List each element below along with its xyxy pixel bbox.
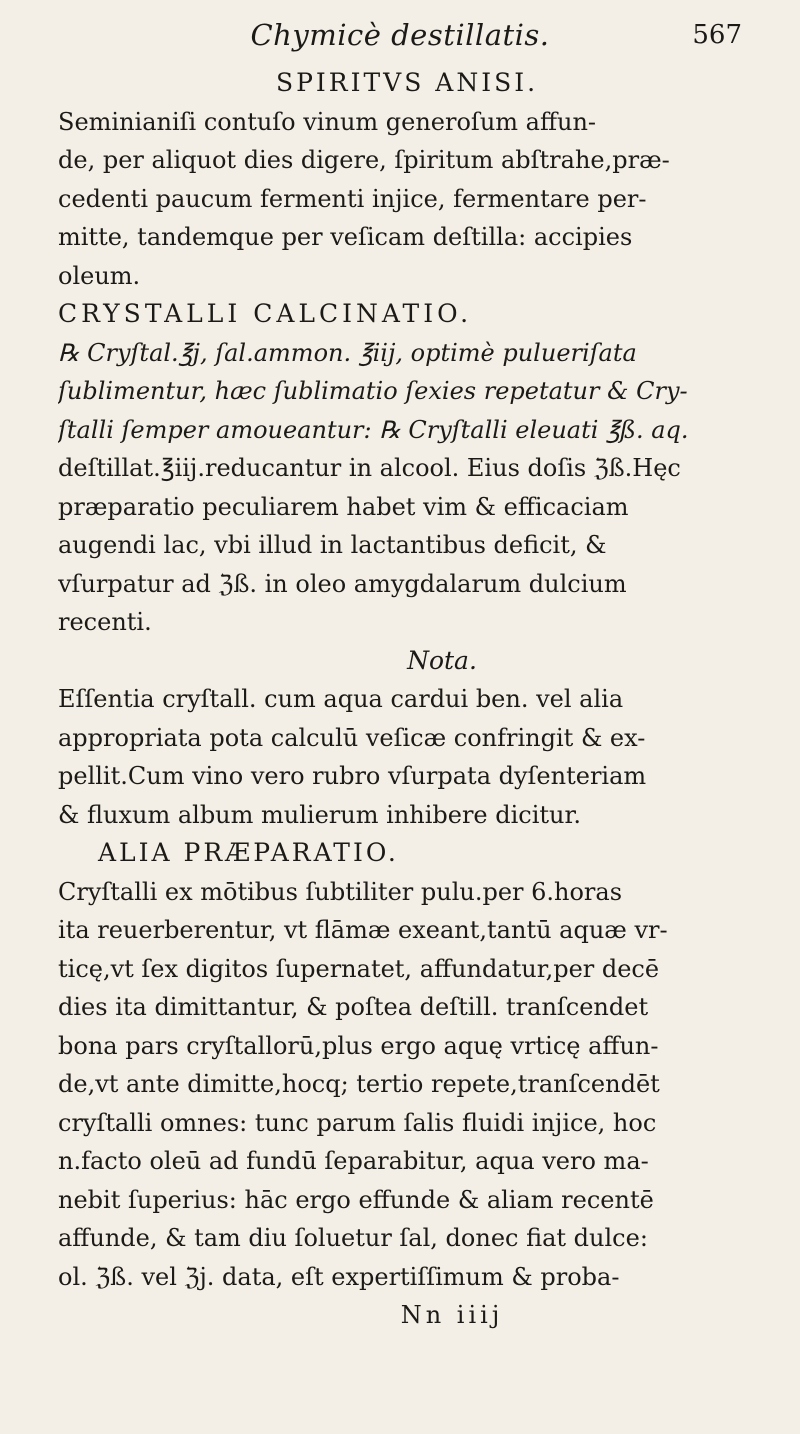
section-heading-crystalli-calcinatio: CRYSTALLI CALCINATIO.: [58, 299, 473, 328]
text-line: recenti.: [58, 608, 152, 636]
text-line: dies ita dimittantur, & poſtea deſtill. tranſcendet: [58, 993, 649, 1021]
text-line: deſtillat.℥iij.reducantur in alcool. Eius doſis ℨß.Hęc: [58, 454, 681, 482]
page-body: [58, 64, 756, 1335]
text-line: Seminianiſi contuſo vinum generoſum affun-: [58, 107, 597, 136]
page-number: 567: [692, 20, 742, 50]
text-line: vſurpatur ad ℨß. in oleo amygdalarum dulcium: [58, 569, 627, 598]
paragraph-alia-praeparatio: [58, 873, 756, 1297]
text-line: de, per aliquot dies digere, ſpiritum abſtrahe,præ-: [58, 146, 670, 174]
text-line: ſublimentur, hæc ſublimatio ſexies repetatur & Cry-: [58, 377, 688, 405]
text-line: & fluxum album mulierum inhibere dicitur.: [58, 800, 581, 829]
text-line: ℞ Cryſtal.℥j, ſal.ammon. ℥iij, optimè pulueriſata: [58, 338, 637, 367]
text-line: Cryſtalli ex mōtibus ſubtiliter pulu.per 6.horas: [58, 877, 623, 906]
text-line: oleum.: [58, 261, 141, 290]
text-line: de,vt ante dimitte,hocq; tertio repete,tranſcendēt: [58, 1070, 660, 1098]
text-line: ita reuerberentur, vt flāmæ exeant,tantū aquæ vr-: [58, 916, 668, 944]
text-line: præparatio peculiarem habet vim & efficaciam: [58, 492, 629, 521]
section-heading-nota: Nota.: [407, 645, 477, 675]
text-line: Eſſentia cryſtall. cum aqua cardui ben. vel alia: [58, 685, 624, 713]
page-header: [0, 10, 800, 62]
text-line: ſtalli ſemper amoueantur: ℞ Cryſtalli eleuati ℥ß. aq.: [58, 415, 689, 444]
section-heading-alia-praeparatio: ALIA PRÆPARATIO.: [98, 838, 399, 867]
text-line: appropriata pota calculū veſicæ confringit & ex-: [58, 723, 646, 752]
text-line: ol. ℨß. vel ℨj. data, eſt expertiſſimum & proba-: [58, 1262, 620, 1291]
running-title: Chymicè destillatis.: [250, 18, 550, 52]
text-line: cedenti paucum fermenti injice, fermentare per-: [58, 184, 647, 213]
text-line: augendi lac, vbi illud in lactantibus deficit, &: [58, 531, 607, 559]
signature-mark: Nn iiij: [400, 1301, 504, 1329]
text-line: pellit.Cum vino vero rubro vſurpata dyſenteriam: [58, 762, 647, 790]
text-line: bona pars cryſtallorū,plus ergo aquę vrticę affun-: [58, 1031, 659, 1060]
text-line: mitte, tandemque per veſicam deſtilla: accipies: [58, 223, 633, 251]
text-line: nebit ſuperius: hāc ergo effunde & aliam recentē: [58, 1185, 654, 1214]
text-line: cryſtalli omnes: tunc parum ſalis fluidi injice, hoc: [58, 1108, 657, 1137]
text-line: n.facto oleū ad fundū ſeparabitur, aqua vero ma-: [58, 1147, 649, 1175]
paragraph-spiritus-anisi: [58, 103, 756, 296]
text-line: affunde, & tam diu ſoluetur ſal, donec fiat dulce:: [58, 1224, 648, 1252]
paragraph-nota: [58, 680, 756, 834]
section-heading-spiritus-anisi: SPIRITVS ANISI.: [275, 68, 539, 97]
text-line: ticę,vt ſex digitos ſupernatet, affundatur,per decē: [58, 954, 660, 983]
paragraph-crystalli-calcinatio: [58, 334, 756, 642]
